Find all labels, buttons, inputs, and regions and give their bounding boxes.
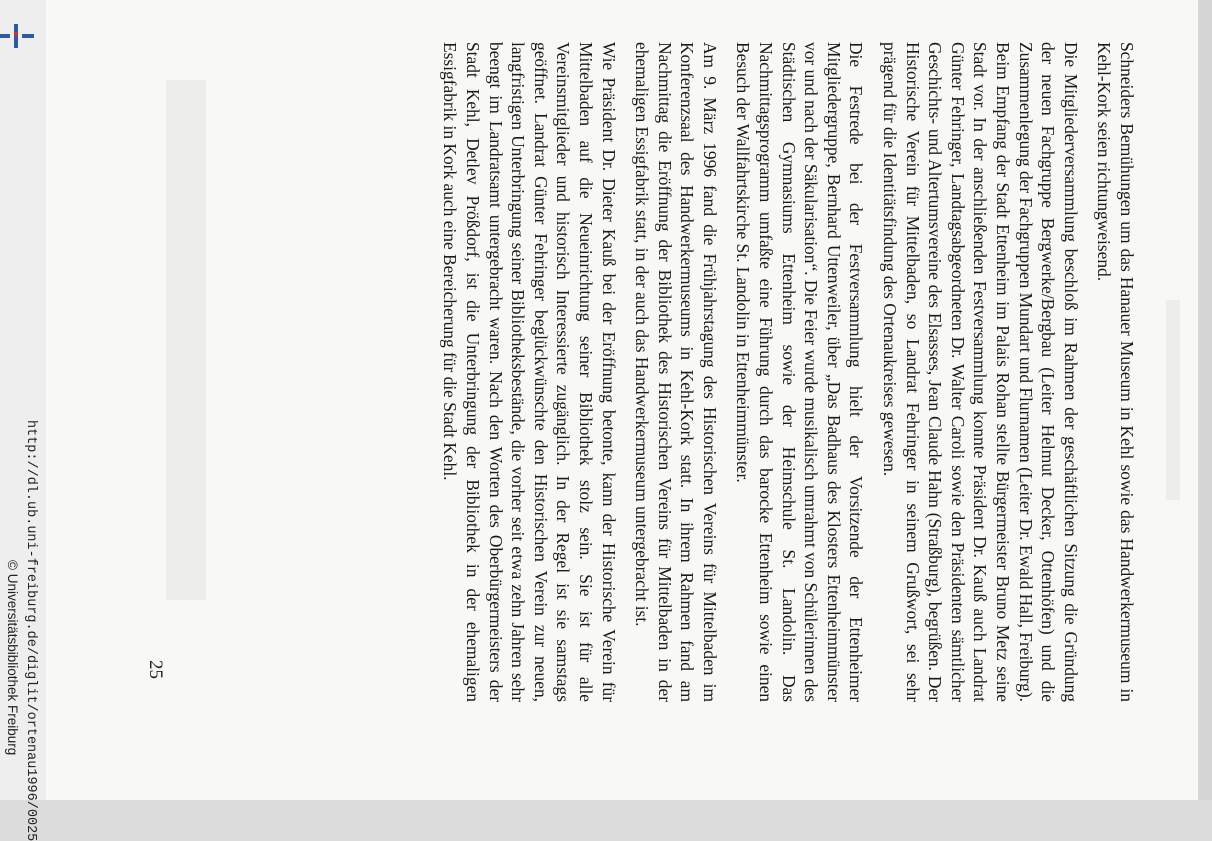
right-margin-strip [1198,0,1212,800]
copyright-text: © Universitätsbibliothek Freiburg [5,560,20,756]
paragraph: Am 9. März 1996 fand die Frühjahrstagung des Historischen Vereins für Mittelbaden im Konferenzsaal des Handwerkermuseums in Kehl-Kork statt. In ihrem Rahmen fand am Nachmittag die Eröffnung der Bibliothek des Historischen Vereins für Mittelbaden in der ehemaligen Essigfabrik statt, in der auch das Handwerkermuseum untergebracht ist. [632,42,720,702]
library-logo-icon [0,22,36,52]
paragraph: Die Festrede bei der Festversammlung hielt der Vorsitzende der Ettenheimer Mitgliedergruppe, Bernhard Uttenweiler, über „Das Badhaus des Klosters Ettenheimmünster vor und nach der Säkularisation“. Die Feier wurde musikalisch umrahmt von Schülerinnen des Städtischen Gymnasiums Ettenheim sowie der Heimschule St. Landolin. Das Nachmittagsprogramm umfaßte eine Führung durch das barocke Ettenheim sowie einen Besuch der Wallfahrtskirche St. Landolin in Ettenheimmünster. [733,42,867,702]
body-text-block [428,42,1138,702]
url-text: http://dl.ub.uni-freiburg.de/diglit/ortenau1996/0025 [23,420,38,841]
paragraph: Wie Präsident Dr. Dieter Kauß bei der Eröffnung betonte, kann der Historische Verein für Mittelbaden auf die Neueinrichtung seiner Bibliothek stolz sein. Sie ist für alle Vereinsmitglieder und historisch Interessierte zugänglich. In der Regel ist sie samstags geöffnet. Landrat Günter Fehringer beglückwünschte den Historischen Verein zur neuen, langfristigen Unterbringung seiner Bibliotheksbestände, die vorher seit etwa zehn Jahren sehr beengt im Landratsamt untergebracht waren. Nach den Worten des Oberbürgermeisters der Stadt Kehl, Detlev Prößdorf, ist die Unterbringung der Bibliothek in der ehemaligen Essigfabrik in Kork auch eine Bereicherung für die Stadt Kehl. [440,42,619,702]
page-number: 25 [145,660,166,679]
bleed-through-shadow [1166,300,1180,500]
paragraph: Die Mitgliederversammlung beschloß im Rahmen der geschäftlichen Sitzung die Gründung der neuen Fachgruppe Bergwerke/Bergbau (Leiter Helmut Decker, Ottenhöfen) und die Zusammenlegung der Fachgruppen Mundart und Flurnamen (Leiter Dr. Ewald Hall, Freiburg). Beim Empfang der Stadt Ettenheim im Palais Rohan stellte Bürgermeister Bruno Metz seine Stadt vor. In der anschließenden Festversammlung konnte Präsident Dr. Kauß auch Landrat Günter Fehringer, Landtagsabgeordneten Dr. Walter Caroli sowie den Präsidenten sämtlicher Geschichts- und Altertumsvereine des Elsasses, Jean Claude Hahn (Straßburg), begrüßen. Der Historische Verein für Mittelbaden, so Landrat Fehringer in seinem Grußwort, sei sehr prägend für die Identitätsfindung des Ortenaukreises gewesen. [880,42,1081,702]
document-page [46,0,1198,800]
bleed-through-shadow [166,80,206,600]
paragraph: Schneiders Bemühungen um das Hanauer Museum in Kehl sowie das Handwerkermuseum in Kehl-Kork seien richtungweisend. [1094,42,1137,702]
left-margin-strip [0,0,46,841]
